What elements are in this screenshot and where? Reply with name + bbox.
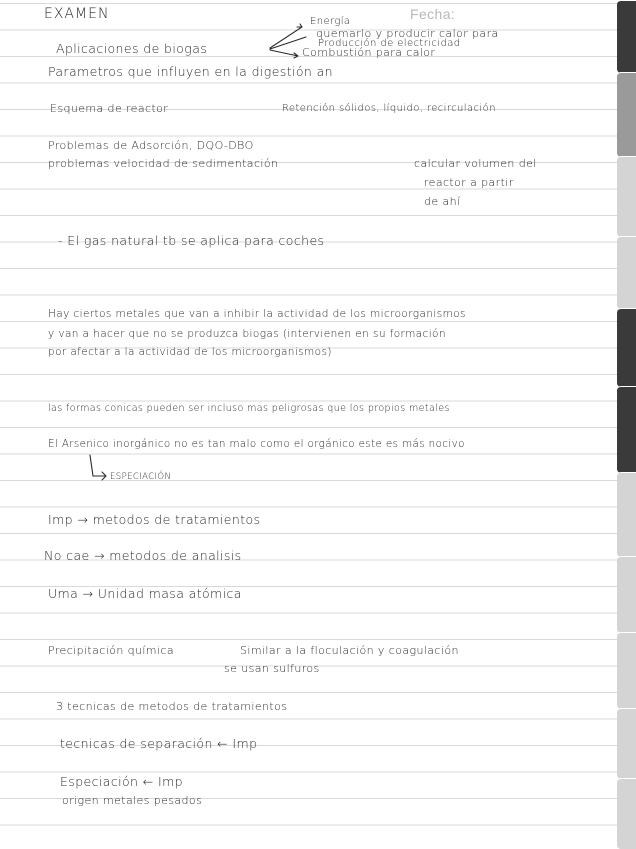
note-aplicaciones: Aplicaciones de biogas <box>56 41 208 56</box>
note-formas: las formas conicas pueden ser incluso mas peligrosas que los propios metales <box>48 403 450 414</box>
note-calcular-3: de ahí <box>424 195 461 208</box>
tab-10[interactable] <box>617 708 636 779</box>
tab-6[interactable] <box>617 386 636 473</box>
note-branch-quemarlo: quemarlo y producir calor para <box>316 27 499 40</box>
note-branch-combustion: Combustión para calor <box>302 46 436 59</box>
date-label: Fecha: <box>410 6 456 22</box>
branch-arrow-quemarlo <box>270 37 306 49</box>
note-retencion: Retención sólidos, líquido, recirculación <box>282 103 496 114</box>
branch-arrow-combustion <box>270 50 298 58</box>
tab-8[interactable] <box>617 556 636 633</box>
tab-7[interactable] <box>617 472 636 557</box>
branch-arrow-energia <box>270 24 302 48</box>
note-sulfuros: se usan sulfuros <box>224 662 320 675</box>
note-branch-electricidad: Producción de electricidad <box>318 38 461 49</box>
tab-3[interactable] <box>617 156 636 237</box>
note-similar: Similar a la floculación y coagulación <box>240 644 459 657</box>
tab-11[interactable] <box>617 778 636 849</box>
hook-arrow-especiacion <box>90 455 106 480</box>
note-calcular-1: calcular volumen del <box>414 157 537 170</box>
note-especiacion-imp: Especiación ← Imp <box>60 774 183 789</box>
page-title: EXAMEN <box>44 6 110 22</box>
notebook-tabs <box>617 0 636 848</box>
note-tres-tecnicas: 3 tecnicas de metodos de tratamientos <box>56 700 288 713</box>
tab-4[interactable] <box>617 236 636 309</box>
tab-1[interactable] <box>617 0 636 73</box>
note-problemas-adsorcion: Problemas de Adsorción, DQO-DBO <box>48 139 254 152</box>
note-calcular-2: reactor a partir <box>424 176 514 189</box>
note-gas-natural: - El gas natural tb se aplica para coches <box>58 233 325 248</box>
tab-9[interactable] <box>617 632 636 709</box>
note-esquema: Esquema de reactor <box>50 102 169 115</box>
note-parametros: Parametros que influyen en la digestión an <box>48 64 334 79</box>
note-metales-3: por afectar a la actividad de los microorganismos) <box>48 346 332 358</box>
note-imp-metodos: Imp → metodos de tratamientos <box>48 512 261 527</box>
note-metales-2: y van a hacer que no se produzca biogas (intervienen en su formación <box>48 328 446 340</box>
note-arsenico: El Arsenico inorgánico no es tan malo como el orgánico este es más nocivo <box>48 438 465 450</box>
note-tecnicas-separacion: tecnicas de separación ← Imp <box>60 736 258 751</box>
note-uma: Uma → Unidad masa atómica <box>48 586 242 601</box>
note-no-cae: No cae → metodos de analisis <box>44 548 242 563</box>
tab-5[interactable] <box>617 308 636 387</box>
note-especiacion-small: ESPECIACIÓN <box>110 472 172 482</box>
note-origen: origen metales pesados <box>62 794 203 807</box>
note-problemas-velocidad: problemas velocidad de sedimentación <box>48 157 279 170</box>
note-branch-energia: Energía <box>310 16 351 27</box>
tab-2[interactable] <box>617 72 636 157</box>
note-metales-1: Hay ciertos metales que van a inhibir la actividad de los microorganismos <box>48 308 466 320</box>
note-precipitacion: Precipitación química <box>48 644 174 657</box>
